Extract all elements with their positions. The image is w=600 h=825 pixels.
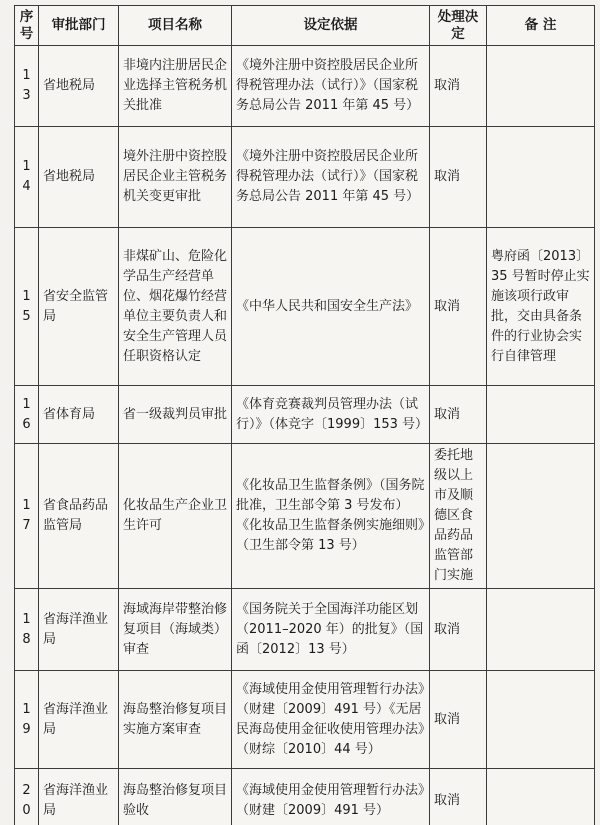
header-seq: 序 号 xyxy=(15,6,39,46)
row-basis: 《境外注册中资控股居民企业所得税管理办法（试行）》（国家税务总局公告 2011 年第 45 号） xyxy=(232,46,430,127)
row-item-name: 境外注册中资控股居民企业主管税务机关变更审批 xyxy=(119,127,232,228)
header-basis: 设定依据 xyxy=(232,6,430,46)
row-basis: 《境外注册中资控股居民企业所得税管理办法（试行）》（国家税务总局公告 2011 年第 45 号） xyxy=(232,127,430,228)
approval-items-table xyxy=(14,5,595,825)
table-row xyxy=(15,46,595,127)
table-row xyxy=(15,589,595,671)
row-seq: 16 xyxy=(15,386,39,444)
row-item-name: 省一级裁判员审批 xyxy=(119,386,232,444)
row-item-name: 海域海岸带整治修复项目（海域类）审查 xyxy=(119,589,232,671)
row-seq: 13 xyxy=(15,46,39,127)
row-dept: 省安全监管局 xyxy=(39,228,119,386)
row-note xyxy=(487,671,595,769)
row-decision: 取消 xyxy=(430,671,487,769)
row-decision: 取消 xyxy=(430,228,487,386)
row-note: 粤府函〔2013〕35 号暂时停止实施该项行政审批，交由具备条件的行业协会实行自律管理 xyxy=(487,228,595,386)
row-seq: 20 xyxy=(15,769,39,825)
row-note xyxy=(487,46,595,127)
table-row xyxy=(15,386,595,444)
row-decision: 取消 xyxy=(430,127,487,228)
row-item-name: 化妆品生产企业卫生许可 xyxy=(119,444,232,589)
row-dept: 省地税局 xyxy=(39,127,119,228)
row-dept: 省体育局 xyxy=(39,386,119,444)
row-note xyxy=(487,444,595,589)
row-decision: 委托地级以上市及顺德区食品药品监管部门实施 xyxy=(430,444,487,589)
header-dept: 审批部门 xyxy=(39,6,119,46)
row-basis: 《体育竞赛裁判员管理办法（试行）》（体竞字〔1999〕153 号） xyxy=(232,386,430,444)
header-note: 备 注 xyxy=(487,6,595,46)
row-dept: 省海洋渔业局 xyxy=(39,671,119,769)
row-note xyxy=(487,589,595,671)
row-decision: 取消 xyxy=(430,386,487,444)
row-item-name: 海岛整治修复项目实施方案审查 xyxy=(119,671,232,769)
table-row xyxy=(15,444,595,589)
row-dept: 省海洋渔业局 xyxy=(39,589,119,671)
row-seq: 15 xyxy=(15,228,39,386)
row-basis: 《海域使用金使用管理暂行办法》（财建〔2009〕491 号）《无居民海岛使用金征收使用管理办法》（财综〔2010〕44 号） xyxy=(232,671,430,769)
header-decision: 处理决定 xyxy=(430,6,487,46)
row-dept: 省食品药品监管局 xyxy=(39,444,119,589)
row-dept: 省海洋渔业局 xyxy=(39,769,119,825)
row-note xyxy=(487,127,595,228)
table-row xyxy=(15,671,595,769)
row-basis: 《海域使用金使用管理暂行办法》（财建〔2009〕491 号） xyxy=(232,769,430,825)
row-seq: 18 xyxy=(15,589,39,671)
row-decision: 取消 xyxy=(430,769,487,825)
row-seq: 19 xyxy=(15,671,39,769)
row-basis: 《中华人民共和国安全生产法》 xyxy=(232,228,430,386)
row-decision: 取消 xyxy=(430,589,487,671)
row-note xyxy=(487,386,595,444)
table-header-row xyxy=(15,6,595,46)
row-basis: 《国务院关于全国海洋功能区划（2011–2020 年）的批复》（国函〔2012〕13 号） xyxy=(232,589,430,671)
row-seq: 14 xyxy=(15,127,39,228)
row-note xyxy=(487,769,595,825)
row-item-name: 非煤矿山、危险化学品生产经营单位、烟花爆竹经营单位主要负责人和安全生产管理人员任职资格认定 xyxy=(119,228,232,386)
row-item-name: 海岛整治修复项目验收 xyxy=(119,769,232,825)
row-seq: 17 xyxy=(15,444,39,589)
table-row xyxy=(15,127,595,228)
table-row xyxy=(15,228,595,386)
table-row xyxy=(15,769,595,825)
row-basis: 《化妆品卫生监督条例》（国务院批准，卫生部令第 3 号发布）《化妆品卫生监督条例实施细则》（卫生部令第 13 号） xyxy=(232,444,430,589)
header-name: 项目名称 xyxy=(119,6,232,46)
row-dept: 省地税局 xyxy=(39,46,119,127)
row-decision: 取消 xyxy=(430,46,487,127)
row-item-name: 非境内注册居民企业选择主管税务机关批准 xyxy=(119,46,232,127)
